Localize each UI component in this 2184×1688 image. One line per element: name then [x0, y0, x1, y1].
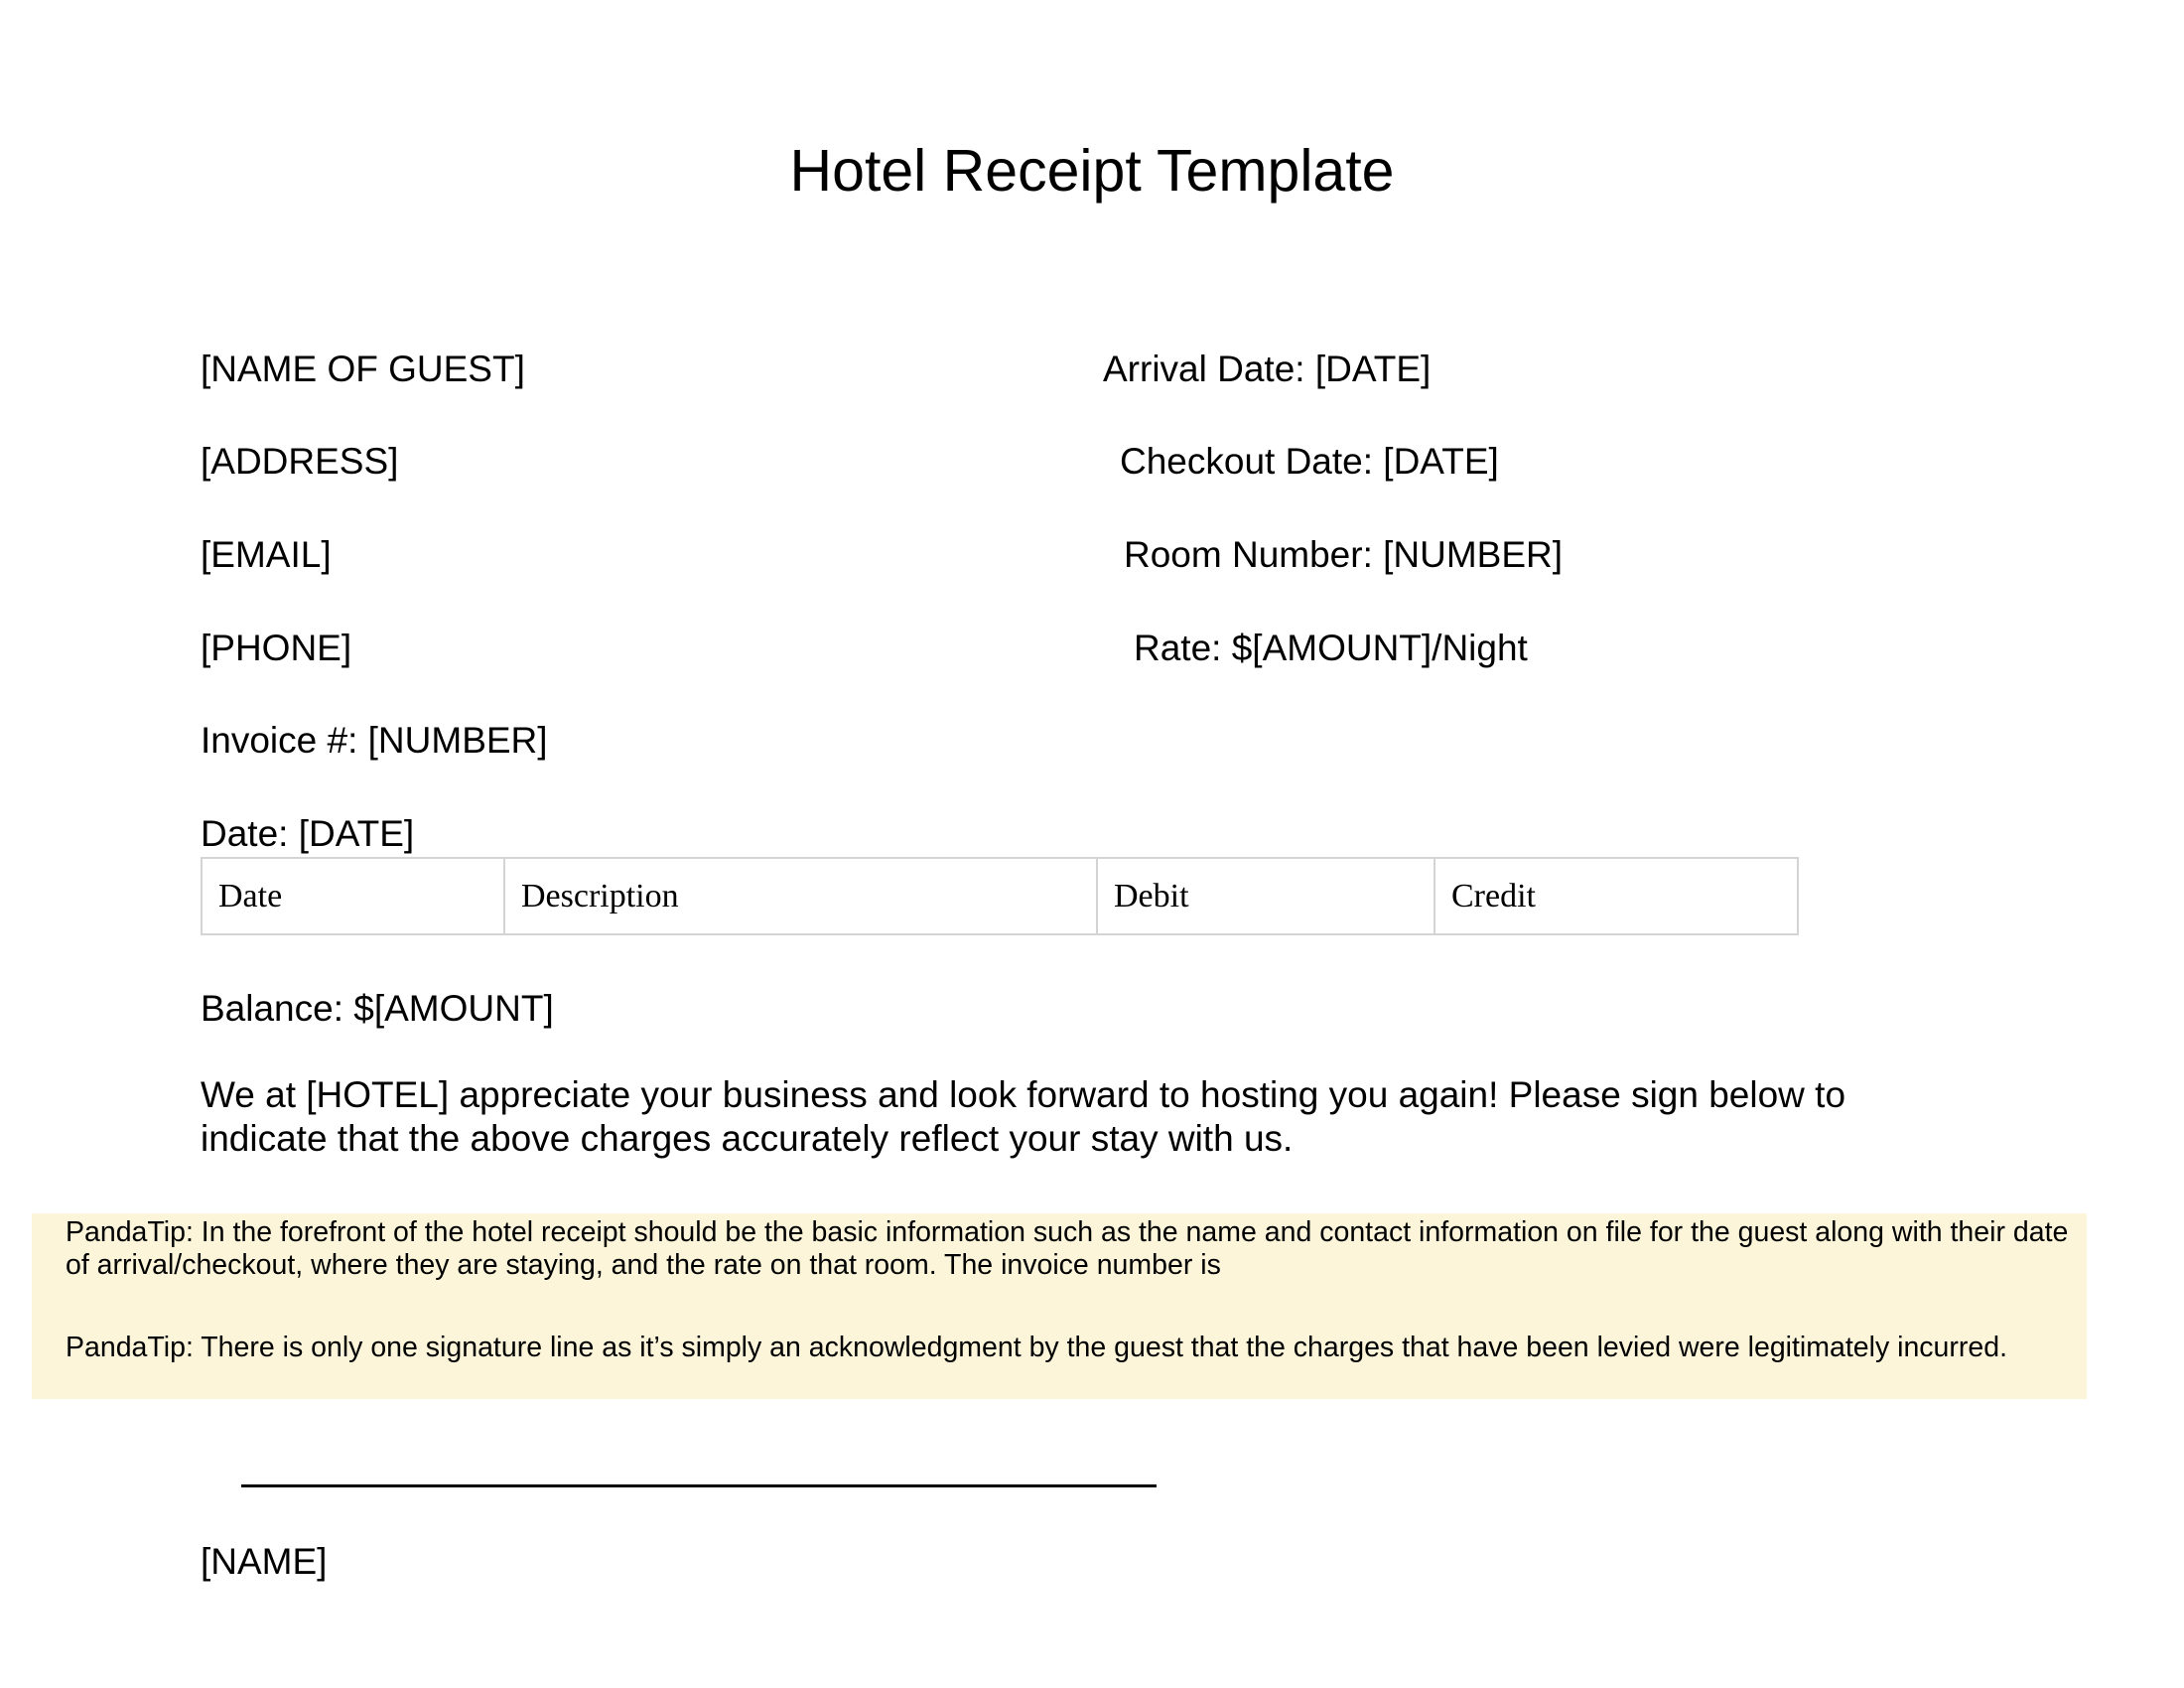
panda-tip-box [32, 1213, 2087, 1399]
guest-email: [EMAIL] [201, 534, 332, 575]
checkout-date: Checkout Date: [DATE] [1120, 441, 1499, 482]
guest-phone: [PHONE] [201, 628, 352, 668]
signature-name: [NAME] [201, 1541, 328, 1582]
guest-address: [ADDRESS] [201, 441, 399, 482]
signature-line [241, 1484, 1157, 1487]
column-header-debit: Debit [1097, 858, 1434, 934]
panda-tip-1: PandaTip: In the forefront of the hotel receipt should be the basic information such as the name and contact information on file for the guest along with their date of arrival/checkout, where they are staying, and the rate on that room. The invoice number is [66, 1216, 2069, 1281]
guest-name: [NAME OF GUEST] [201, 349, 525, 389]
balance-amount: Balance: $[AMOUNT] [201, 988, 554, 1029]
column-header-date: Date [202, 858, 504, 934]
arrival-date: Arrival Date: [DATE] [1103, 349, 1432, 389]
thank-you-message: We at [HOTEL] appreciate your business and look forward to hosting you again! Please sign below to indicate that the above charges accurately reflect your stay with us. [201, 1074, 1846, 1159]
invoice-number: Invoice #: [NUMBER] [201, 720, 548, 761]
room-rate: Rate: $[AMOUNT]/Night [1134, 628, 1528, 668]
document-title: Hotel Receipt Template [789, 138, 1395, 204]
table-header-row [202, 858, 1798, 934]
column-header-description: Description [504, 858, 1097, 934]
charges-table [201, 857, 1799, 935]
panda-tip-2: PandaTip: There is only one signature line as it’s simply an acknowledgment by the guest that the charges that have been levied were legitimately incurred. [66, 1332, 2008, 1363]
column-header-credit: Credit [1434, 858, 1798, 934]
invoice-date: Date: [DATE] [201, 813, 415, 854]
room-number: Room Number: [NUMBER] [1124, 534, 1564, 575]
